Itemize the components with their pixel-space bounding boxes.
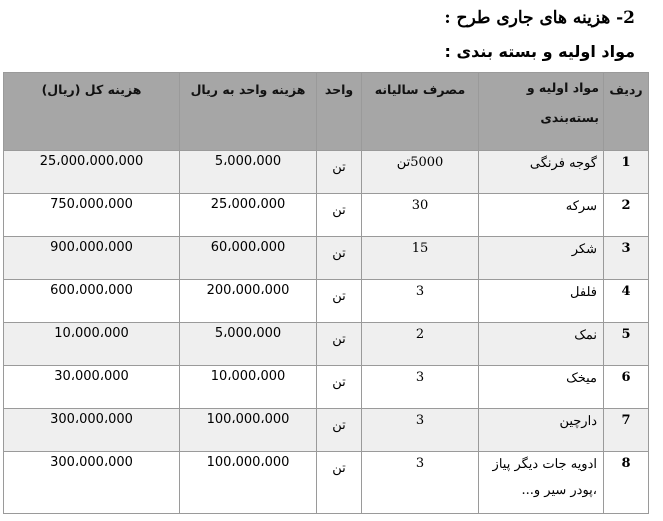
materials-cost-table — [3, 72, 649, 514]
section-heading: 2- هزینه های جاری طرح : — [444, 8, 635, 28]
row-material: سرکه — [479, 194, 604, 237]
row-consumption: 3 — [362, 409, 479, 452]
row-unit: تن — [317, 237, 362, 280]
row-total-cost: 300،000،000 — [4, 409, 180, 452]
row-total-cost: 30،000،000 — [4, 366, 180, 409]
row-material: میخک — [479, 366, 604, 409]
table-row — [4, 280, 649, 323]
row-consumption: 3 — [362, 452, 479, 514]
table-header-row — [4, 73, 649, 151]
row-total-cost: 750،000،000 — [4, 194, 180, 237]
row-material: گوجه فرنگی — [479, 151, 604, 194]
table-row — [4, 323, 649, 366]
table-row — [4, 366, 649, 409]
row-unit-cost: 100،000،000 — [180, 409, 317, 452]
header-total-cost: هزینه کل (ریال) — [4, 73, 180, 151]
row-index: 6 — [604, 366, 649, 409]
table-row — [4, 409, 649, 452]
table-row — [4, 452, 649, 514]
row-index: 3 — [604, 237, 649, 280]
row-total-cost: 900،000،000 — [4, 237, 180, 280]
row-index: 4 — [604, 280, 649, 323]
row-total-cost: 25،000،000،000 — [4, 151, 180, 194]
row-unit: تن — [317, 366, 362, 409]
row-consumption: 30 — [362, 194, 479, 237]
row-index: 1 — [604, 151, 649, 194]
row-unit: تن — [317, 194, 362, 237]
row-unit: تن — [317, 151, 362, 194]
row-unit: تن — [317, 409, 362, 452]
table-row — [4, 194, 649, 237]
row-consumption: 3 — [362, 366, 479, 409]
row-total-cost: 10،000،000 — [4, 323, 180, 366]
row-total-cost: 300،000،000 — [4, 452, 180, 514]
section-subheading: مواد اولیه و بسته بندی : — [444, 42, 635, 61]
row-unit-cost: 10،000،000 — [180, 366, 317, 409]
row-index: 5 — [604, 323, 649, 366]
row-unit: تن — [317, 323, 362, 366]
table-row — [4, 237, 649, 280]
row-material: دارچین — [479, 409, 604, 452]
row-consumption: 3 — [362, 280, 479, 323]
row-unit-cost: 5،000،000 — [180, 323, 317, 366]
row-material: شکر — [479, 237, 604, 280]
row-unit-cost: 200،000،000 — [180, 280, 317, 323]
row-index: 7 — [604, 409, 649, 452]
header-index: ردیف — [604, 73, 649, 151]
row-material: ادویه جات دیگر پیاز ،پودر سیر و... — [479, 452, 604, 514]
header-consumption: مصرف سالیانه — [362, 73, 479, 151]
header-unit-cost: هزینه واحد به ریال — [180, 73, 317, 151]
row-material: فلفل — [479, 280, 604, 323]
row-unit-cost: 5،000،000 — [180, 151, 317, 194]
header-material: مواد اولیه و بسته‌بندی — [479, 73, 604, 151]
row-consumption: 5000تن — [362, 151, 479, 194]
row-consumption: 15 — [362, 237, 479, 280]
header-unit: واحد — [317, 73, 362, 151]
row-material: نمک — [479, 323, 604, 366]
row-unit-cost: 25،000،000 — [180, 194, 317, 237]
row-unit: تن — [317, 280, 362, 323]
row-unit-cost: 60،000،000 — [180, 237, 317, 280]
row-index: 8 — [604, 452, 649, 514]
row-unit-cost: 100،000،000 — [180, 452, 317, 514]
row-unit: تن — [317, 452, 362, 514]
row-total-cost: 600،000،000 — [4, 280, 180, 323]
table-row — [4, 151, 649, 194]
row-index: 2 — [604, 194, 649, 237]
row-consumption: 2 — [362, 323, 479, 366]
